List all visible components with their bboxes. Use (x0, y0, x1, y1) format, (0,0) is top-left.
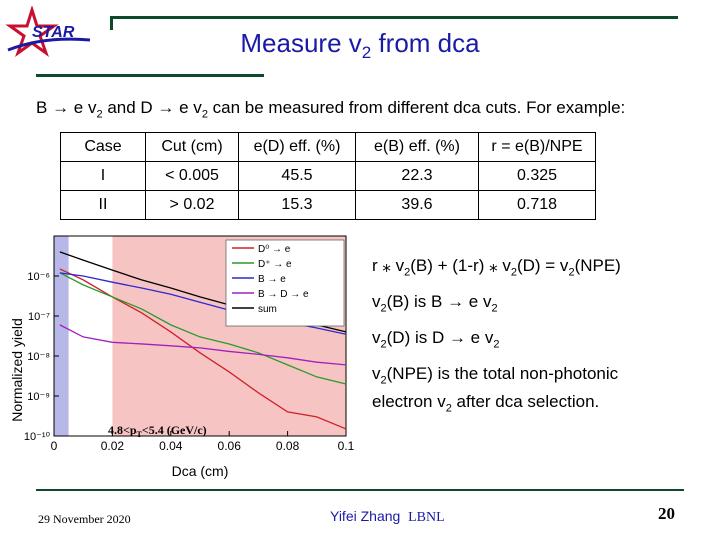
table-header-row (61, 133, 596, 162)
dca-chart (0, 228, 362, 484)
footer-author: Yifei Zhang LBNL (330, 508, 445, 525)
title-underline (36, 74, 264, 77)
logo-text: STAR (32, 24, 75, 41)
dca-cuts-table (60, 132, 596, 220)
table-cell: 45.5 (239, 162, 356, 191)
table-cell: > 0.02 (146, 191, 239, 220)
table-cell: 0.718 (479, 191, 596, 220)
legend-entry: D⁰ → e (258, 244, 291, 255)
page-title: Measure $v_2$ from dca (240, 28, 480, 63)
table-cell: I (61, 162, 146, 191)
arrow-icon: → (52, 98, 70, 117)
intro-text: B → e $v_2$ and D → e $v_2$ can be measured from different dca cuts. For example: (36, 98, 626, 121)
x-tick-label: 0.04 (159, 439, 183, 453)
star-logo (4, 6, 94, 66)
legend-entry: D⁺ → e (258, 259, 292, 270)
y-tick-label: 10⁻⁸ (27, 351, 50, 363)
y-axis-label: Normalized yield (9, 318, 25, 422)
y-tick-label: 10⁻¹⁰ (23, 431, 50, 443)
table-cell: 39.6 (356, 191, 479, 220)
legend-entry: B → D → e (258, 289, 309, 300)
top-rule-left-drop (110, 16, 113, 30)
legend-entry: sum (258, 304, 277, 315)
pt-range-annotation: $4.8<p_T<5.4$ (GeV/c) (108, 423, 207, 439)
x-tick-label: 0.1 (337, 439, 355, 453)
table-cell: < 0.005 (146, 162, 239, 191)
table-header: Cut (cm) (146, 133, 239, 162)
table-header: r = e(B)/NPE (479, 133, 596, 162)
x-tick-label: 0 (50, 439, 58, 453)
table-cell: II (61, 191, 146, 220)
y-tick-label: 10⁻⁹ (27, 391, 50, 403)
table-row (61, 162, 596, 191)
footer-date: 29 November 2020 (38, 512, 131, 526)
table-cell: 0.325 (479, 162, 596, 191)
definition-b: $v_2(B)$ is B → e $v_2$ (372, 292, 498, 315)
x-axis-label: Dca (cm) (171, 463, 229, 479)
definition-d: $v_2(D)$ is D → e $v_2$ (372, 328, 500, 351)
legend-entry: B → e (258, 274, 286, 285)
y-tick-label: 10⁻⁶ (27, 271, 50, 283)
x-tick-label: 0.08 (275, 439, 300, 453)
table-cell: 15.3 (239, 191, 356, 220)
x-tick-label: 0.06 (217, 439, 241, 453)
table-header: Case (61, 133, 146, 162)
weighted-sum-equation: r ⁎ $v_2(B) + (1-r)$ ⁎ $v_2(D) = v_2(NPE)$ (372, 256, 621, 279)
table-header: e(B) eff. (%) (356, 133, 479, 162)
bottom-rule (36, 489, 684, 491)
arrow-icon: → (447, 292, 465, 311)
table-header: e(D) eff. (%) (239, 133, 356, 162)
shaded-region (54, 236, 69, 436)
arrow-icon: → (448, 328, 466, 347)
table-cell: 22.3 (356, 162, 479, 191)
x-tick-label: 0.02 (100, 439, 125, 453)
arrow-icon: → (157, 98, 175, 117)
top-rule (110, 16, 678, 19)
page-number: 20 (658, 504, 675, 523)
y-tick-label: 10⁻⁷ (27, 311, 50, 323)
definition-npe: $v_2(NPE)$ is the total non-photonic electron $v_2$ after dca selection. (372, 364, 619, 415)
table-row (61, 191, 596, 220)
